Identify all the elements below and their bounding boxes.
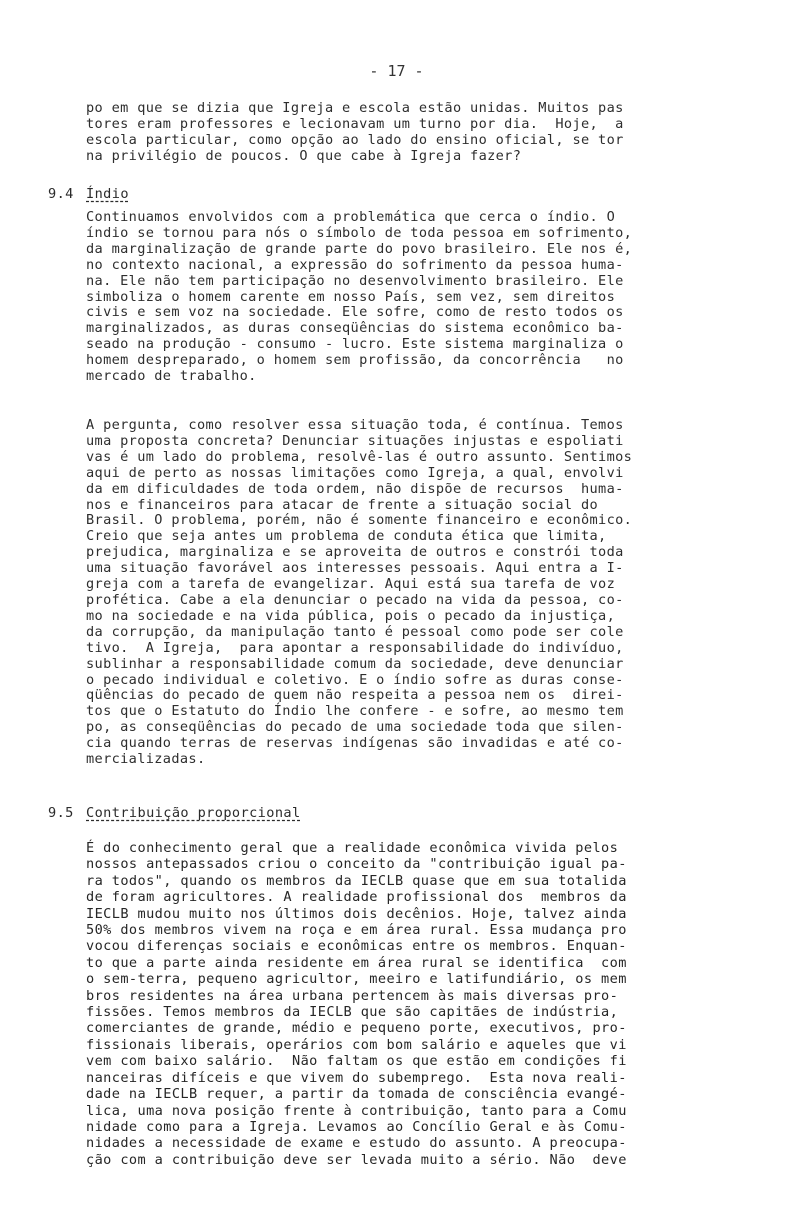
text-line: o sem-terra, pequeno agricultor, meeiro e latifundiário, os mem [86, 971, 627, 988]
text-line: uma situação favorável aos interesses pessoais. Aqui entra a I- [86, 560, 624, 577]
section-title: Contribuição proporcional [86, 805, 301, 821]
text-line: da marginalização de grande parte do povo brasileiro. Ele nos é, [86, 240, 633, 257]
text-line: cia quando terras de reservas indígenas são invadidas e até co- [86, 735, 624, 752]
section-9-4-paragraph-1 [86, 210, 766, 385]
text-line: vocou diferenças sociais e econômicas entre os membros. Enquan- [86, 938, 627, 955]
text-line: IECLB mudou muito nos últimos dois decênios. Hoje, talvez ainda [86, 905, 627, 922]
text-line: marginalizados, as duras conseqüências do sistema econômico ba- [86, 320, 624, 337]
text-line: vas é um lado do problema, resolvê-las é outro assunto. Sentimos [86, 448, 633, 465]
section-number: 9.4 [48, 186, 74, 202]
page-number: - 17 - [369, 62, 424, 80]
intro-paragraph [86, 101, 766, 165]
text-line: É do conhecimento geral que a realidade econômica vivida pelos [86, 840, 619, 856]
text-line: homem despreparado, o homem sem profissão, da concorrência no [86, 352, 624, 369]
text-line: fissões. Temos membros da IECLB que são capitães de indústria, [86, 1004, 619, 1021]
text-line: tos que o Estatuto do Índio lhe confere - e sofre, ao mesmo tem [86, 703, 624, 720]
text-line: lica, uma nova posição frente à contribuição, tanto para a Comu [86, 1102, 627, 1119]
text-line: simboliza o homem carente em nosso País, sem vez, sem direitos [86, 288, 616, 305]
text-line: prejudica, marginaliza e se aproveita de outros e constrói toda [86, 544, 624, 561]
text-line: sublinhar a responsabilidade comum da sociedade, deve denunciar [86, 655, 624, 672]
text-line: tivo. A Igreja, para apontar a responsabilidade do indivíduo, [86, 639, 624, 656]
section-9-5-paragraph [86, 840, 766, 1168]
text-line: da em dificuldades de toda ordem, não dispõe de recursos huma- [86, 480, 624, 497]
text-line: mercado de trabalho. [86, 368, 257, 385]
text-line: da corrupção, da manipulação tanto é pessoal como pode ser cole [86, 623, 624, 640]
text-line: uma proposta concreta? Denunciar situações injustas e espoliati [86, 432, 624, 449]
text-line: bros residentes na área urbana pertencem às mais diversas pro- [86, 987, 619, 1004]
text-line: mercializadas. [86, 751, 206, 768]
text-line: escola particular, como opção ao lado do ensino oficial, se tor [86, 131, 624, 148]
text-line: qüências do pecado de quem não respeita a pessoa nem os direi- [86, 687, 624, 704]
text-line: fissionais liberais, operários com bom salário e aqueles que vi [86, 1036, 627, 1053]
text-line: o pecado individual e coletivo. E o índio sofre as duras conse- [86, 671, 624, 688]
text-line: de foram agricultores. A realidade profissional dos membros da [86, 889, 627, 906]
section-title: Índio [86, 186, 129, 202]
text-line: po, as conseqüências do pecado de uma sociedade toda que silen- [86, 719, 624, 736]
text-line: ção com a contribuição deve ser levada muito a sério. Não deve [86, 1151, 627, 1168]
text-line: dade na IECLB requer, a partir da tomada de consciência evangé- [86, 1086, 627, 1103]
section-number: 9.5 [48, 805, 74, 821]
text-line: na privilégio de poucos. O que cabe à Igreja fazer? [86, 147, 522, 164]
text-line: po em que se dizia que Igreja e escola estão unidas. Muitos pas [86, 100, 624, 116]
text-line: nos e financeiros para atacar de frente a situação social do [86, 496, 599, 513]
text-line: no contexto nacional, a expressão do sofrimento da pessoa huma- [86, 256, 624, 273]
text-line: greja com a tarefa de evangelizar. Aqui está sua tarefa de voz [86, 576, 616, 593]
text-line: nidade como para a Igreja. Levamos ao Concílio Geral e às Comu- [86, 1118, 627, 1135]
text-line: ra todos", quando os membros da IECLB quase que em sua totalida [86, 872, 627, 889]
text-line: tores eram professores e lecionavam um turno por dia. Hoje, a [86, 115, 624, 132]
text-line: civis e sem voz na sociedade. Ele sofre, como de resto todos os [86, 304, 624, 321]
text-line: seado na produção - consumo - lucro. Este sistema marginaliza o [86, 336, 624, 353]
text-line: Continuamos envolvidos com a problemática que cerca o índio. O [86, 209, 616, 225]
text-line: índio se tornou para nós o símbolo de toda pessoa em sofrimento, [86, 224, 633, 241]
text-line: to que a parte ainda residente em área rural se identifica com [86, 954, 627, 971]
text-line: nidades a necessidade de exame e estudo do assunto. A preocupa- [86, 1135, 627, 1152]
text-line: na. Ele não tem participação no desenvolvimento brasileiro. Ele [86, 272, 624, 289]
text-line: Brasil. O problema, porém, não é somente financeiro e econômico. [86, 512, 633, 529]
text-line: A pergunta, como resolver essa situação toda, é contínua. Temos [86, 417, 624, 433]
section-9-4-paragraph-2 [86, 418, 766, 768]
text-line: nossos antepassados criou o conceito da "contribuição igual pa- [86, 856, 627, 873]
text-line: aqui de perto as nossas limitações como Igreja, a qual, envolvi [86, 464, 624, 481]
text-line: nanceiras difíceis e que vivem do subemprego. Esta nova reali- [86, 1069, 627, 1086]
text-line: mo na sociedade e na vida pública, pois o pecado da injustiça, [86, 607, 616, 624]
text-line: vem com baixo salário. Não faltam os que estão em condições fi [86, 1053, 627, 1070]
text-line: 50% dos membros vivem na roça e em área rural. Essa mudança pro [86, 922, 627, 939]
text-line: comerciantes de grande, médio e pequeno porte, executivos, pro- [86, 1020, 627, 1037]
text-line: Creio que seja antes um problema de conduta ética que limita, [86, 528, 607, 545]
text-line: profética. Cabe a ela denunciar o pecado na vida da pessoa, co- [86, 591, 624, 608]
